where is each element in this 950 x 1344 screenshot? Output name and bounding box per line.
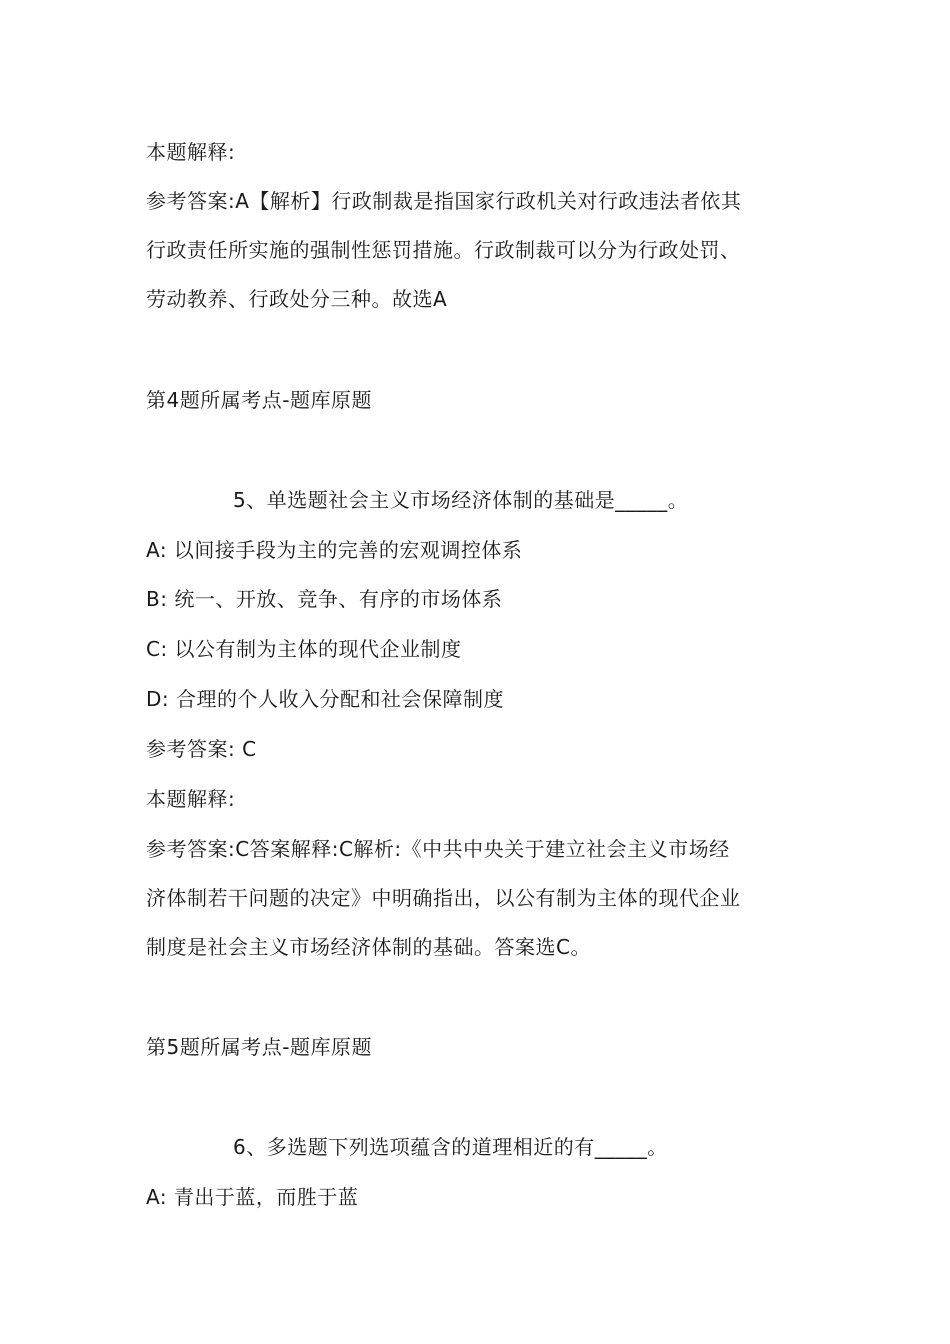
option-a: A: 以间接手段为主的完善的宏观调控体系 bbox=[146, 538, 523, 562]
analysis-line: 劳动教养、行政处分三种。故选A bbox=[146, 287, 448, 311]
analysis-line: 制度是社会主义市场经济体制的基础。答案选C。 bbox=[146, 935, 591, 959]
question-source: 第4题所属考点-题库原题 bbox=[146, 388, 372, 412]
option-a: A: 青出于蓝，而胜于蓝 bbox=[146, 1185, 359, 1209]
option-c: C: 以公有制为主体的现代企业制度 bbox=[146, 637, 462, 661]
option-d: D: 合理的个人收入分配和社会保障制度 bbox=[146, 687, 504, 711]
analysis-line: 行政责任所实施的强制性惩罚措施。行政制裁可以分为行政处罚、 bbox=[146, 238, 741, 262]
explain-label: 本题解释: bbox=[146, 787, 236, 811]
question-source: 第5题所属考点-题库原题 bbox=[146, 1035, 372, 1059]
explain-label: 本题解释: bbox=[146, 140, 236, 164]
question-stem: 6、多选题下列选项蕴含的道理相近的有_____。 bbox=[233, 1135, 668, 1159]
option-b: B: 统一、开放、竞争、有序的市场体系 bbox=[146, 587, 503, 611]
analysis-line: 参考答案:A【解析】行政制裁是指国家行政机关对行政违法者依其 bbox=[146, 189, 742, 213]
analysis-line: 济体制若干问题的决定》中明确指出，以公有制为主体的现代企业 bbox=[146, 886, 741, 910]
question-stem: 5、单选题社会主义市场经济体制的基础是_____。 bbox=[233, 488, 689, 512]
analysis-line: 参考答案:C答案解释:C解析:《中共中央关于建立社会主义市场经 bbox=[146, 837, 730, 861]
reference-answer: 参考答案: C bbox=[146, 737, 257, 761]
